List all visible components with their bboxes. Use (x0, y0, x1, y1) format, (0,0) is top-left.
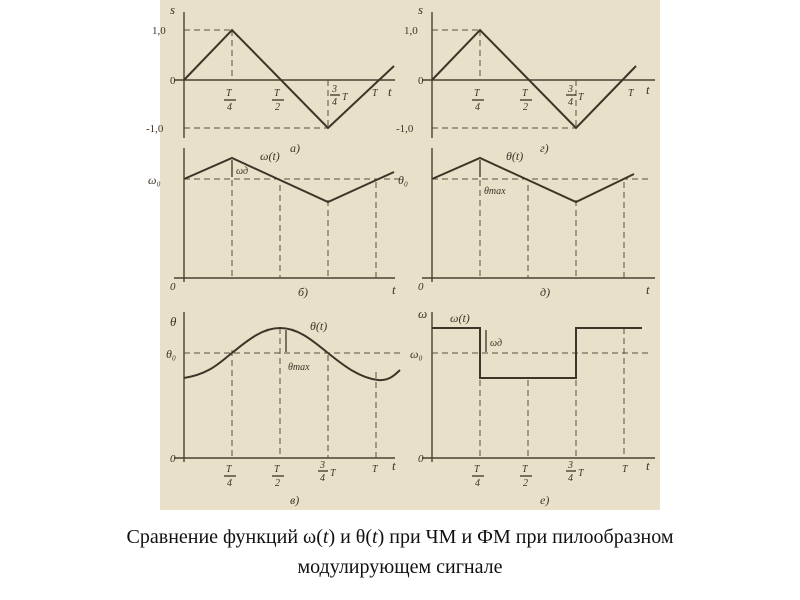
panel-a-xtick-t4: T (226, 88, 232, 99)
svg-text:T: T (330, 468, 336, 479)
panel-a-y-hi: 1,0 (152, 25, 166, 37)
svg-text:4: 4 (568, 473, 573, 484)
panel-g-sawtooth (432, 30, 636, 128)
svg-text:3: 3 (320, 460, 325, 471)
panel-e-xticks (472, 460, 629, 489)
panel-a (146, 2, 395, 155)
svg-text:4: 4 (320, 473, 325, 484)
svg-text:T: T (372, 464, 378, 475)
panel-a-tag: а) (290, 141, 300, 155)
svg-text:2: 2 (523, 478, 528, 489)
panel-d-xlabel: t (646, 282, 650, 297)
svg-text:T: T (578, 92, 584, 103)
svg-text:T: T (274, 464, 280, 475)
panel-v-y-zero: 0 (170, 453, 176, 465)
panel-b (148, 148, 400, 299)
svg-text:2: 2 (523, 102, 528, 113)
panel-b-y-zero: 0 (170, 281, 176, 293)
svg-text:4: 4 (227, 102, 232, 113)
panel-g-xlabel: t (646, 82, 650, 97)
svg-text:2: 2 (275, 102, 280, 113)
panel-v-ylabel: θ (170, 314, 177, 329)
svg-text:T: T (622, 464, 628, 475)
panel-d-curve (432, 158, 634, 202)
svg-text:T: T (226, 464, 232, 475)
panel-v (166, 312, 400, 507)
panel-a-y-zero: 0 (170, 75, 176, 87)
panel-d-curve-label: θ(t) (506, 149, 524, 163)
svg-text:T: T (474, 464, 480, 475)
panel-d-y-ref: θ₀ (398, 173, 409, 187)
svg-text:4: 4 (332, 97, 337, 108)
panel-e-y-zero: 0 (418, 453, 424, 465)
panel-b-curve (184, 158, 394, 202)
panel-b-tag: б) (298, 285, 309, 299)
panel-g (396, 2, 655, 155)
svg-text:3: 3 (568, 84, 573, 95)
panel-d-y-zero: 0 (418, 281, 424, 293)
panel-a-xtick-T: T (372, 88, 378, 99)
svg-text:4: 4 (568, 97, 573, 108)
figure-scan (146, 0, 660, 510)
svg-text:4: 4 (475, 478, 480, 489)
panel-a-xticks (224, 84, 379, 113)
panel-g-y-lo: -1,0 (396, 123, 414, 135)
panel-g-y-hi: 1,0 (404, 25, 418, 37)
panel-g-y-zero: 0 (418, 75, 424, 87)
svg-text:T: T (578, 468, 584, 479)
svg-text:T: T (522, 464, 528, 475)
caption-line-2: модулирующем сигнале (297, 556, 503, 578)
svg-text:T: T (342, 92, 348, 103)
svg-text:4: 4 (227, 478, 232, 489)
figure-graphs (146, 0, 660, 510)
panel-g-tag: г) (540, 141, 549, 155)
panel-d (398, 148, 655, 299)
svg-text:T: T (522, 88, 528, 99)
panel-e-xlabel: t (646, 458, 650, 473)
panel-a-xtick-t2: T (274, 88, 280, 99)
panel-a-xtick-t34: 3 (332, 84, 337, 95)
panel-v-xticks (224, 460, 379, 489)
panel-e-y-ref: ω₀ (410, 347, 423, 361)
figure-caption (0, 522, 800, 582)
panel-b-curve-label: ω(t) (260, 149, 280, 163)
panel-b-y-ref: ω₀ (148, 173, 161, 187)
panel-g-xticks (472, 84, 635, 113)
panel-v-dev-label: θmax (288, 362, 310, 373)
panel-e-dev-label: ωд (490, 338, 503, 349)
panel-a-xlabel: t (388, 84, 392, 99)
panel-v-xlabel: t (392, 458, 396, 473)
svg-text:T: T (628, 88, 634, 99)
caption-line-1: Сравнение функций ω(t) и θ(t) при ЧМ и ФМ при пилообразном (126, 526, 674, 548)
panel-v-curve-label: θ(t) (310, 319, 328, 333)
panel-b-xlabel: t (392, 282, 396, 297)
panel-e-ylabel: ω (418, 306, 428, 321)
panel-g-ylabel: s (418, 2, 424, 17)
svg-text:4: 4 (475, 102, 480, 113)
panel-a-ylabel: s (170, 2, 176, 17)
svg-text:3: 3 (568, 460, 573, 471)
panel-b-dev-label: ωд (236, 166, 249, 177)
panel-d-tag: д) (540, 285, 551, 299)
panel-v-y-ref: θ₀ (166, 347, 177, 361)
svg-text:2: 2 (275, 478, 280, 489)
panel-d-dev-label: θmax (484, 186, 506, 197)
panel-a-y-lo: -1,0 (146, 123, 164, 135)
panel-e-tag: е) (540, 493, 550, 507)
panel-a-sawtooth (184, 30, 394, 128)
panel-e (410, 306, 655, 507)
panel-e-curve-label: ω(t) (450, 311, 470, 325)
svg-text:T: T (474, 88, 480, 99)
panel-v-tag: в) (290, 493, 300, 507)
